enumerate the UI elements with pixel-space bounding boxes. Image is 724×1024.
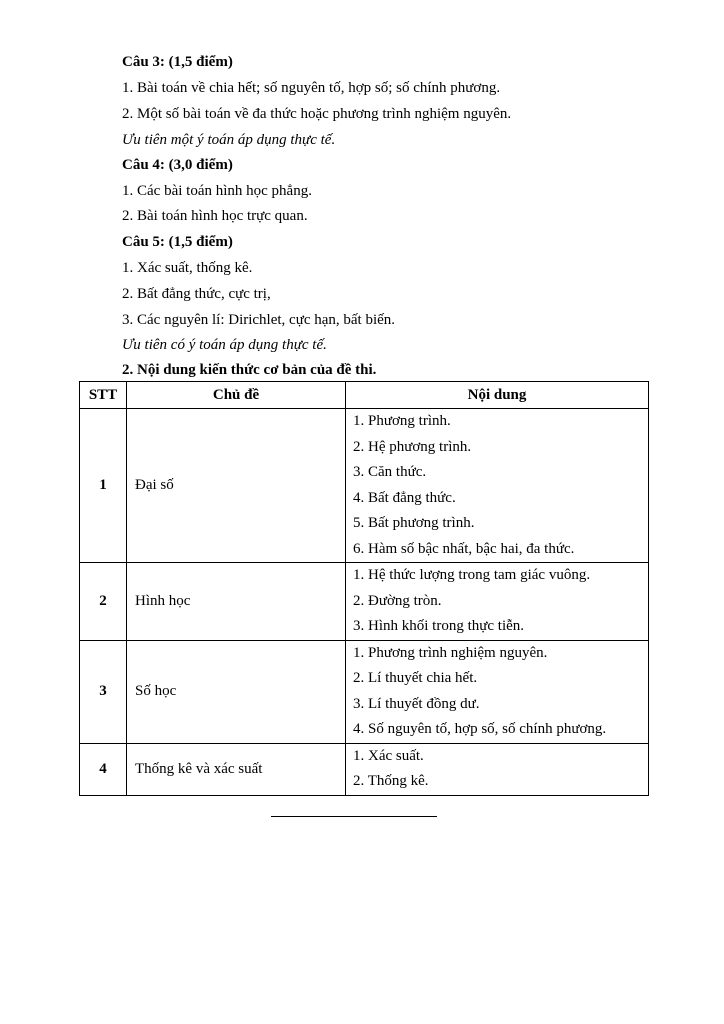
content-item: 1. Phương trình nghiệm nguyên. [353, 644, 548, 661]
content-item: 1. Phương trình. [353, 413, 451, 429]
content-item: 4. Số nguyên tố, hợp số, số chính phương. [353, 721, 607, 737]
row-content [346, 563, 649, 641]
section-2-heading: 2. Nội dung kiến thức cơ bản của đề thi. [122, 362, 377, 378]
row-stt: 4 [80, 743, 127, 795]
end-divider [271, 816, 437, 817]
content-item: 5. Bất phương trình. [353, 515, 475, 531]
question-5-item-3: 3. Các nguyên lí: Dirichlet, cực hạn, bất biến. [122, 312, 396, 328]
question-3-note: Ưu tiên một ý toán áp dụng thực tế. [122, 132, 336, 148]
table-row [80, 640, 649, 743]
content-item: 3. Hình khối trong thực tiễn. [353, 618, 525, 634]
table-row [80, 563, 649, 641]
content-item: 2. Lí thuyết chia hết. [353, 670, 478, 686]
table-header-row [80, 382, 649, 409]
question-3-item-1: 1. Bài toán về chia hết; số nguyên tố, hợp số; số chính phương. [122, 80, 501, 96]
row-topic: Thống kê và xác suất [127, 743, 346, 795]
content-item: 1. Hệ thức lượng trong tam giác vuông. [353, 567, 591, 583]
content-item: 6. Hàm số bậc nhất, bậc hai, đa thức. [353, 540, 575, 557]
question-5-item-2: 2. Bất đẳng thức, cực trị, [122, 286, 271, 302]
row-stt: 3 [80, 640, 127, 743]
row-content [346, 743, 649, 795]
table-row [80, 743, 649, 795]
content-table [79, 381, 649, 796]
question-3-item-2: 2. Một số bài toán về đa thức hoặc phương trình nghiệm nguyên. [122, 106, 512, 122]
row-content [346, 640, 649, 743]
content-item: 3. Lí thuyết đồng dư. [353, 695, 480, 712]
row-topic: Hình học [127, 563, 346, 641]
table-row [80, 409, 649, 563]
content-item: 2. Thống kê. [353, 773, 429, 789]
row-topic: Số học [127, 640, 346, 743]
content-item: 1. Xác suất. [353, 747, 424, 764]
content-item: 3. Căn thức. [353, 464, 427, 480]
header-topic: Chủ đề [127, 382, 346, 409]
content-item: 4. Bất đẳng thức. [353, 489, 456, 506]
question-4-item-1: 1. Các bài toán hình học phẳng. [122, 183, 312, 199]
question-3-heading: Câu 3: (1,5 điểm) [122, 54, 233, 70]
content-item: 2. Hệ phương trình. [353, 438, 472, 455]
row-content [346, 409, 649, 563]
row-stt: 2 [80, 563, 127, 641]
row-topic: Đại số [127, 409, 346, 563]
row-stt: 1 [80, 409, 127, 563]
question-5-item-1: 1. Xác suất, thống kê. [122, 260, 253, 276]
question-4-item-2: 2. Bài toán hình học trực quan. [122, 208, 308, 224]
question-5-note: Ưu tiên có ý toán áp dụng thực tế. [122, 337, 327, 353]
question-5-heading: Câu 5: (1,5 điểm) [122, 234, 233, 250]
header-content: Nội dung [346, 382, 649, 409]
header-stt: STT [80, 382, 127, 409]
question-4-heading: Câu 4: (3,0 điểm) [122, 157, 233, 173]
content-item: 2. Đường tròn. [353, 592, 442, 609]
